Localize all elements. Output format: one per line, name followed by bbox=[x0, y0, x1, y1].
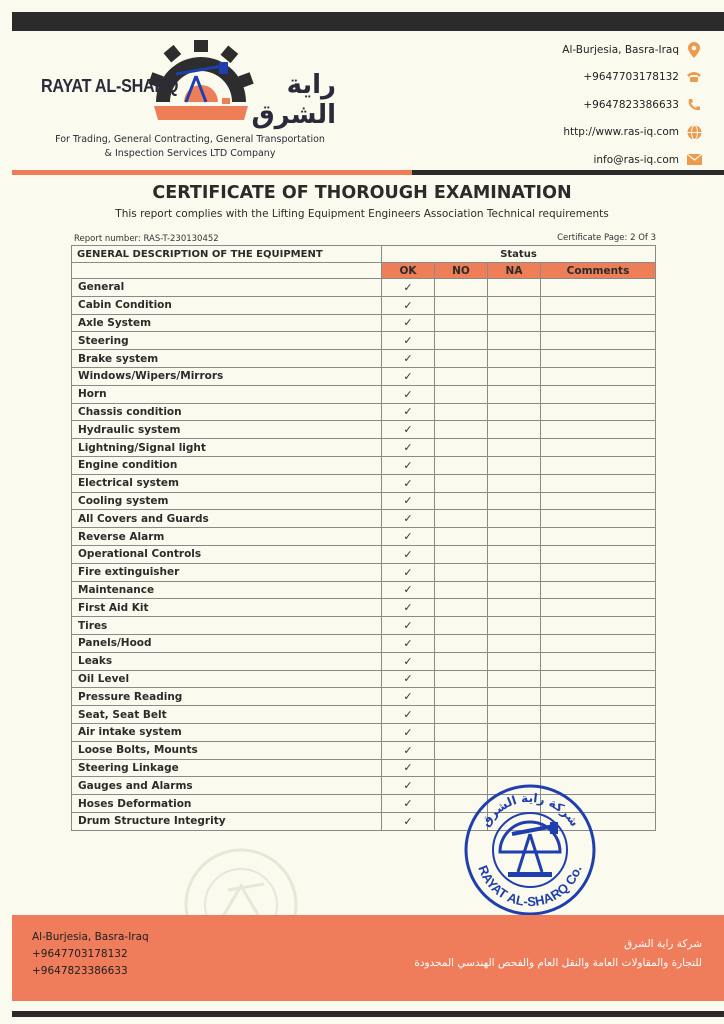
status-cell-no bbox=[435, 706, 488, 724]
status-cell-no bbox=[435, 741, 488, 759]
logo-company-name-ar: راية الشرق bbox=[251, 70, 336, 130]
status-cell-no bbox=[435, 385, 488, 403]
table-row bbox=[72, 599, 656, 617]
check-mark-icon: ✓ bbox=[382, 296, 435, 314]
col-comments: Comments bbox=[541, 263, 656, 279]
equipment-item: Maintenance bbox=[72, 581, 382, 599]
equipment-item: Cabin Condition bbox=[72, 296, 382, 314]
status-cell-comments bbox=[541, 563, 656, 581]
check-mark-icon: ✓ bbox=[382, 759, 435, 777]
equipment-item: Operational Controls bbox=[72, 545, 382, 563]
check-mark-icon: ✓ bbox=[382, 367, 435, 385]
table-row bbox=[72, 688, 656, 706]
contact-phone-2 bbox=[562, 91, 702, 119]
check-mark-icon: ✓ bbox=[382, 439, 435, 457]
status-cell-na bbox=[488, 279, 541, 297]
mobile-icon bbox=[686, 97, 702, 113]
status-cell-no bbox=[435, 634, 488, 652]
status-cell-comments bbox=[541, 314, 656, 332]
status-cell-na bbox=[488, 545, 541, 563]
status-cell-no bbox=[435, 296, 488, 314]
status-cell-na bbox=[488, 350, 541, 368]
header-divider-dark bbox=[412, 170, 724, 175]
check-mark-icon: ✓ bbox=[382, 617, 435, 635]
footer-ar-line-2: للتجارة والمقاولات العامة والنقل العام والفحص الهندسي المحدودة bbox=[414, 957, 702, 969]
equipment-item: Hoses Deformation bbox=[72, 795, 382, 813]
check-mark-icon: ✓ bbox=[382, 688, 435, 706]
check-mark-icon: ✓ bbox=[382, 563, 435, 581]
status-cell-no bbox=[435, 723, 488, 741]
equipment-item: Lightning/Signal light bbox=[72, 439, 382, 457]
phone-icon bbox=[686, 69, 702, 85]
company-tagline bbox=[40, 133, 340, 161]
status-cell-comments bbox=[541, 439, 656, 457]
col-no: NO bbox=[435, 263, 488, 279]
status-cell-na bbox=[488, 528, 541, 546]
contact-website[interactable] bbox=[562, 119, 702, 147]
equipment-item: Fire extinguisher bbox=[72, 563, 382, 581]
phone-1-text: +9647703178132 bbox=[583, 71, 679, 84]
equipment-item: Reverse Alarm bbox=[72, 528, 382, 546]
email-link[interactable]: info@ras-iq.com bbox=[593, 153, 679, 166]
footer-address: Al-Burjesia, Basra-Iraq bbox=[32, 931, 149, 943]
status-cell-na bbox=[488, 314, 541, 332]
table-row bbox=[72, 652, 656, 670]
equipment-item: Axle System bbox=[72, 314, 382, 332]
table-row bbox=[72, 723, 656, 741]
status-cell-no bbox=[435, 332, 488, 350]
table-row bbox=[72, 456, 656, 474]
equipment-item: Pressure Reading bbox=[72, 688, 382, 706]
status-cell-na bbox=[488, 741, 541, 759]
table-row bbox=[72, 545, 656, 563]
table-row bbox=[72, 617, 656, 635]
check-mark-icon: ✓ bbox=[382, 314, 435, 332]
status-cell-comments bbox=[541, 670, 656, 688]
status-cell-na bbox=[488, 599, 541, 617]
contact-phone-1 bbox=[562, 64, 702, 92]
report-number: Report number: RAS-T-230130452 bbox=[74, 234, 219, 244]
equipment-item: Drum Structure Integrity bbox=[72, 812, 382, 830]
check-mark-icon: ✓ bbox=[382, 510, 435, 528]
status-cell-comments bbox=[541, 296, 656, 314]
header-divider-orange bbox=[12, 170, 412, 175]
table-row bbox=[72, 670, 656, 688]
equipment-item: Leaks bbox=[72, 652, 382, 670]
check-mark-icon: ✓ bbox=[382, 634, 435, 652]
status-cell-no bbox=[435, 439, 488, 457]
status-cell-no bbox=[435, 545, 488, 563]
equipment-item: Brake system bbox=[72, 350, 382, 368]
status-cell-no bbox=[435, 474, 488, 492]
status-cell-comments bbox=[541, 706, 656, 724]
status-cell-na bbox=[488, 652, 541, 670]
check-mark-icon: ✓ bbox=[382, 528, 435, 546]
status-cell-comments bbox=[541, 741, 656, 759]
status-cell-na bbox=[488, 296, 541, 314]
equipment-item: Air intake system bbox=[72, 723, 382, 741]
table-row bbox=[72, 385, 656, 403]
footer-contact bbox=[32, 929, 149, 980]
status-cell-comments bbox=[541, 723, 656, 741]
table-row bbox=[72, 279, 656, 297]
tagline-line-1: For Trading, General Contracting, General Transportation bbox=[55, 134, 325, 145]
status-cell-na bbox=[488, 563, 541, 581]
status-cell-na bbox=[488, 581, 541, 599]
table-row bbox=[72, 492, 656, 510]
table-row bbox=[72, 421, 656, 439]
status-cell-no bbox=[435, 421, 488, 439]
status-cell-comments bbox=[541, 279, 656, 297]
status-cell-na bbox=[488, 617, 541, 635]
status-cell-comments bbox=[541, 634, 656, 652]
status-cell-na bbox=[488, 510, 541, 528]
check-mark-icon: ✓ bbox=[382, 492, 435, 510]
status-header: Status bbox=[382, 246, 656, 263]
status-cell-na bbox=[488, 706, 541, 724]
check-mark-icon: ✓ bbox=[382, 706, 435, 724]
status-cell-na bbox=[488, 367, 541, 385]
check-mark-icon: ✓ bbox=[382, 474, 435, 492]
check-mark-icon: ✓ bbox=[382, 581, 435, 599]
status-cell-comments bbox=[541, 510, 656, 528]
equipment-item: General bbox=[72, 279, 382, 297]
check-mark-icon: ✓ bbox=[382, 279, 435, 297]
status-cell-na bbox=[488, 474, 541, 492]
globe-icon bbox=[686, 124, 702, 140]
status-cell-na bbox=[488, 688, 541, 706]
equipment-item: Oil Level bbox=[72, 670, 382, 688]
check-mark-icon: ✓ bbox=[382, 652, 435, 670]
equipment-item: Loose Bolts, Mounts bbox=[72, 741, 382, 759]
col-ok: OK bbox=[382, 263, 435, 279]
status-cell-no bbox=[435, 581, 488, 599]
table-row bbox=[72, 439, 656, 457]
equipment-item: All Covers and Guards bbox=[72, 510, 382, 528]
status-cell-comments bbox=[541, 456, 656, 474]
header-top-bar bbox=[12, 12, 724, 31]
equipment-item: Steering bbox=[72, 332, 382, 350]
table-row bbox=[72, 332, 656, 350]
status-cell-no bbox=[435, 492, 488, 510]
table-row bbox=[72, 634, 656, 652]
tagline-line-2: & Inspection Services LTD Company bbox=[104, 148, 276, 159]
status-cell-na bbox=[488, 456, 541, 474]
status-cell-na bbox=[488, 670, 541, 688]
check-mark-icon: ✓ bbox=[382, 385, 435, 403]
status-cell-no bbox=[435, 403, 488, 421]
status-cell-no bbox=[435, 314, 488, 332]
status-cell-no bbox=[435, 510, 488, 528]
contact-info bbox=[562, 36, 702, 174]
status-cell-no bbox=[435, 688, 488, 706]
check-mark-icon: ✓ bbox=[382, 421, 435, 439]
status-cell-comments bbox=[541, 385, 656, 403]
check-mark-icon: ✓ bbox=[382, 795, 435, 813]
table-row bbox=[72, 367, 656, 385]
contact-address bbox=[562, 36, 702, 64]
desc-header: GENERAL DESCRIPTION OF THE EQUIPMENT bbox=[72, 246, 382, 263]
status-cell-na bbox=[488, 759, 541, 777]
equipment-examination-table bbox=[71, 245, 656, 831]
table-row bbox=[72, 563, 656, 581]
table-row bbox=[72, 741, 656, 759]
table-row bbox=[72, 581, 656, 599]
equipment-item: Gauges and Alarms bbox=[72, 777, 382, 795]
footer-ar-line-1: شركة راية الشرق bbox=[624, 938, 702, 950]
equipment-item: Steering Linkage bbox=[72, 759, 382, 777]
check-mark-icon: ✓ bbox=[382, 545, 435, 563]
check-mark-icon: ✓ bbox=[382, 599, 435, 617]
status-cell-no bbox=[435, 456, 488, 474]
status-cell-no bbox=[435, 670, 488, 688]
status-cell-comments bbox=[541, 492, 656, 510]
status-cell-comments bbox=[541, 652, 656, 670]
status-cell-no bbox=[435, 350, 488, 368]
footer-phone-2: +9647823386633 bbox=[32, 965, 128, 977]
status-cell-comments bbox=[541, 332, 656, 350]
status-cell-comments bbox=[541, 759, 656, 777]
document-subtitle: This report complies with the Lifting Equipment Engineers Association Technical requirements bbox=[115, 208, 609, 220]
col-na: NA bbox=[488, 263, 541, 279]
status-cell-no bbox=[435, 652, 488, 670]
equipment-item: Chassis condition bbox=[72, 403, 382, 421]
status-cell-comments bbox=[541, 350, 656, 368]
table-row bbox=[72, 403, 656, 421]
status-cell-comments bbox=[541, 474, 656, 492]
certificate-page: Certificate Page: 2 Of 3 bbox=[557, 233, 656, 243]
status-cell-na bbox=[488, 723, 541, 741]
equipment-item: Engine condition bbox=[72, 456, 382, 474]
equipment-item: Windows/Wipers/Mirrors bbox=[72, 367, 382, 385]
website-link[interactable]: http://www.ras-iq.com bbox=[563, 126, 679, 139]
status-cell-comments bbox=[541, 367, 656, 385]
equipment-item: Seat, Seat Belt bbox=[72, 706, 382, 724]
status-cell-no bbox=[435, 367, 488, 385]
table-row bbox=[72, 706, 656, 724]
equipment-item: Tires bbox=[72, 617, 382, 635]
status-cell-comments bbox=[541, 421, 656, 439]
check-mark-icon: ✓ bbox=[382, 350, 435, 368]
phone-2-text: +9647823386633 bbox=[583, 98, 679, 111]
table-row bbox=[72, 314, 656, 332]
equipment-item: Cooling system bbox=[72, 492, 382, 510]
equipment-item: Electrical system bbox=[72, 474, 382, 492]
status-cell-na bbox=[488, 403, 541, 421]
check-mark-icon: ✓ bbox=[382, 812, 435, 830]
status-cell-no bbox=[435, 599, 488, 617]
check-mark-icon: ✓ bbox=[382, 456, 435, 474]
equipment-item: Panels/Hood bbox=[72, 634, 382, 652]
table-row bbox=[72, 759, 656, 777]
status-cell-comments bbox=[541, 581, 656, 599]
table-row bbox=[72, 350, 656, 368]
check-mark-icon: ✓ bbox=[382, 741, 435, 759]
status-cell-na bbox=[488, 492, 541, 510]
company-seal bbox=[462, 782, 598, 918]
table-row bbox=[72, 296, 656, 314]
status-cell-comments bbox=[541, 528, 656, 546]
check-mark-icon: ✓ bbox=[382, 403, 435, 421]
status-cell-no bbox=[435, 528, 488, 546]
address-text: Al-Burjesia, Basra-Iraq bbox=[562, 43, 679, 56]
table-row bbox=[72, 474, 656, 492]
header-blank-cell bbox=[72, 263, 382, 279]
check-mark-icon: ✓ bbox=[382, 670, 435, 688]
status-cell-comments bbox=[541, 599, 656, 617]
location-pin-icon bbox=[686, 42, 702, 58]
status-cell-comments bbox=[541, 545, 656, 563]
footer bbox=[12, 915, 724, 1001]
logo-company-name-en: RAYAT AL-SHARQ bbox=[41, 76, 179, 96]
status-cell-no bbox=[435, 617, 488, 635]
status-cell-na bbox=[488, 439, 541, 457]
status-cell-na bbox=[488, 385, 541, 403]
check-mark-icon: ✓ bbox=[382, 332, 435, 350]
seal-bottom-text: RAYAT AL-SHARQ Co. bbox=[475, 863, 585, 910]
table-row bbox=[72, 528, 656, 546]
status-cell-na bbox=[488, 634, 541, 652]
status-cell-na bbox=[488, 332, 541, 350]
equipment-item: Hydraulic system bbox=[72, 421, 382, 439]
document-title: CERTIFICATE OF THOROUGH EXAMINATION bbox=[152, 183, 572, 203]
status-cell-comments bbox=[541, 617, 656, 635]
seal-top-text: شركة راية الشرق bbox=[478, 790, 582, 830]
seal-pump-icon bbox=[500, 822, 560, 877]
equipment-item: First Aid Kit bbox=[72, 599, 382, 617]
check-mark-icon: ✓ bbox=[382, 777, 435, 795]
table-row bbox=[72, 510, 656, 528]
status-cell-na bbox=[488, 421, 541, 439]
status-cell-comments bbox=[541, 688, 656, 706]
status-cell-comments bbox=[541, 403, 656, 421]
check-mark-icon: ✓ bbox=[382, 723, 435, 741]
equipment-item: Horn bbox=[72, 385, 382, 403]
footer-arabic-company bbox=[414, 935, 702, 973]
status-cell-no bbox=[435, 279, 488, 297]
status-cell-no bbox=[435, 759, 488, 777]
footer-bottom-bar bbox=[12, 1011, 724, 1017]
envelope-icon bbox=[686, 152, 702, 168]
footer-phone-1: +9647703178132 bbox=[32, 948, 128, 960]
status-cell-no bbox=[435, 563, 488, 581]
company-logo bbox=[36, 40, 336, 130]
